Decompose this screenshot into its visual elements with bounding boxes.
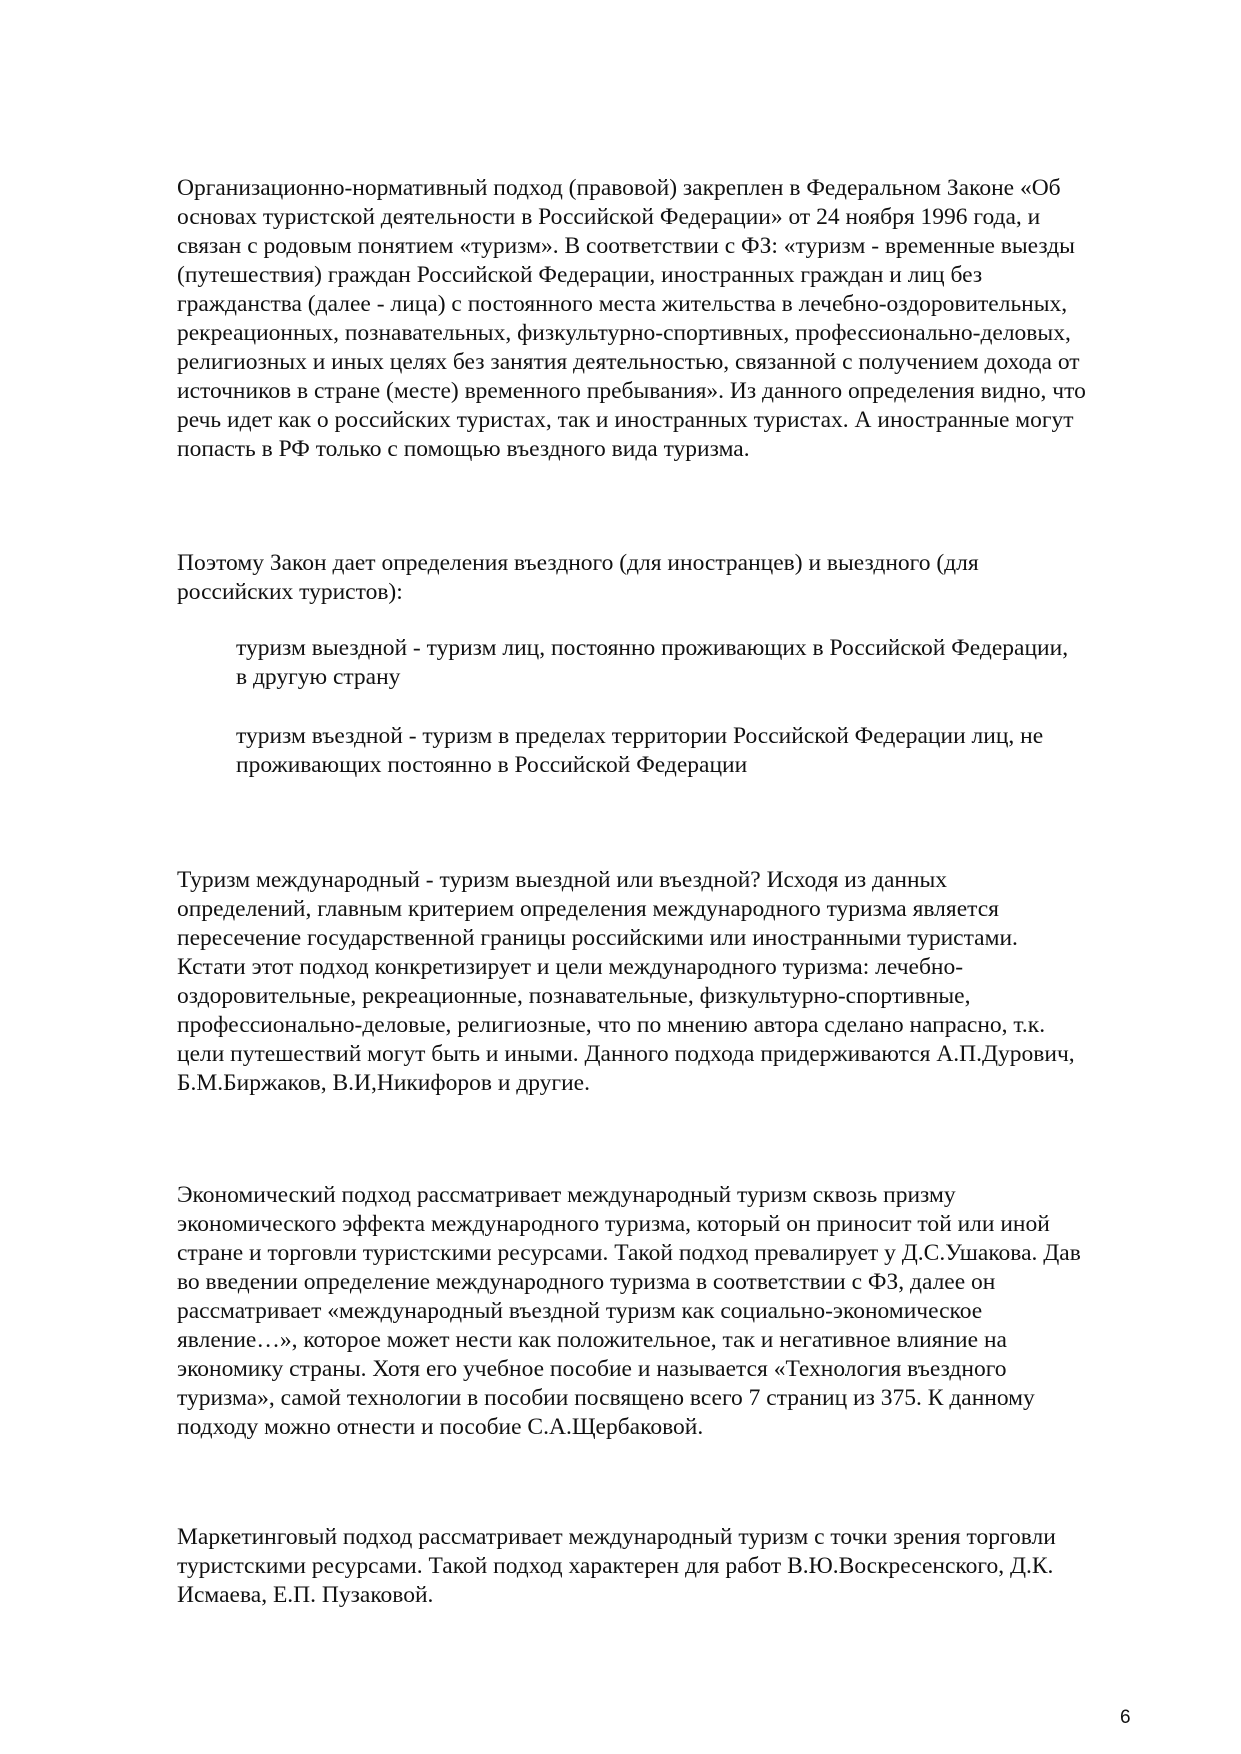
paragraph-law-definitions-intro: Поэтому Закон дает определения въездного (для иностранцев) и выездного (для российских туристов):	[177, 550, 979, 605]
paragraph-legal-approach: Организационно-нормативный подход (правовой) закреплен в Федеральном Законе «Об основах туристской деятельности в Российской Федерации» от 24 ноября 1996 года, и связан с родовым понятием «туризм». В соответствии с ФЗ: «туризм - временные выезды (путешествия) граждан Российской Федерации, иностранных граждан и лиц без гражданства (далее - лица) с постоянного места жительства в лечебно-оздоровительных, рекреационных, познавательных, физкультурно-спортивных, профессионально-деловых, религиозных и иных целях без занятия деятельностью, связанной с получением дохода от источников в стране (месте) временного пребывания». Из данного определения видно, что речь идет как о российских туристах, так и иностранных туристах. А иностранные могут попасть в РФ только с помощью въездного вида туризма.	[177, 175, 1086, 462]
page-number: 6	[1120, 1707, 1131, 1728]
paragraph-international-tourism: Туризм международный - туризм выездной или въездной? Исходя из данных определений, главным критерием определения международного туризма является пересечение государственной границы российскими или иностранными туристами. Кстати этот подход конкретизирует и цели международного туризма: лечебно- оздоровительные, рекреационные, познавательные, физкультурно-спортивные, профессионально-деловые, религиозные, что по мнению автора сделано напрасно, т.к. цели путешествий могут быть и иными. Данного подхода придерживаются А.П.Дурович, Б.М.Биржаков, В.И,Никифоров и другие.	[177, 867, 1075, 1096]
definition-outbound-tourism: туризм выездной - туризм лиц, постоянно проживающих в Российской Федерации, в другую страну	[236, 635, 1069, 690]
definition-inbound-tourism: туризм въездной - туризм в пределах территории Российской Федерации лиц, не проживающих постоянно в Российской Федерации	[236, 723, 1044, 778]
paragraph-marketing-approach: Маркетинговый подход рассматривает международный туризм с точки зрения торговли туристскими ресурсами. Такой подход характерен для работ В.Ю.Воскресенского, Д.К. Исмаева, Е.П. Пузаковой.	[177, 1524, 1056, 1608]
paragraph-economic-approach: Экономический подход рассматривает международный туризм сквозь призму экономического эффекта международного туризма, который он приносит той или иной стране и торговли туристскими ресурсами. Такой подход превалирует у Д.С.Ушакова. Дав во введении определение международного туризма в соответствии с ФЗ, далее он рассматривает «международный въездной туризм как социально-экономическое явление…», которое может нести как положительное, так и негативное влияние на экономику страны. Хотя его учебное пособие и называется «Технология въездного туризма», самой технологии в пособии посвящено всего 7 страниц из 375. К данному подходу можно отнести и пособие С.А.Щербаковой.	[177, 1182, 1081, 1440]
